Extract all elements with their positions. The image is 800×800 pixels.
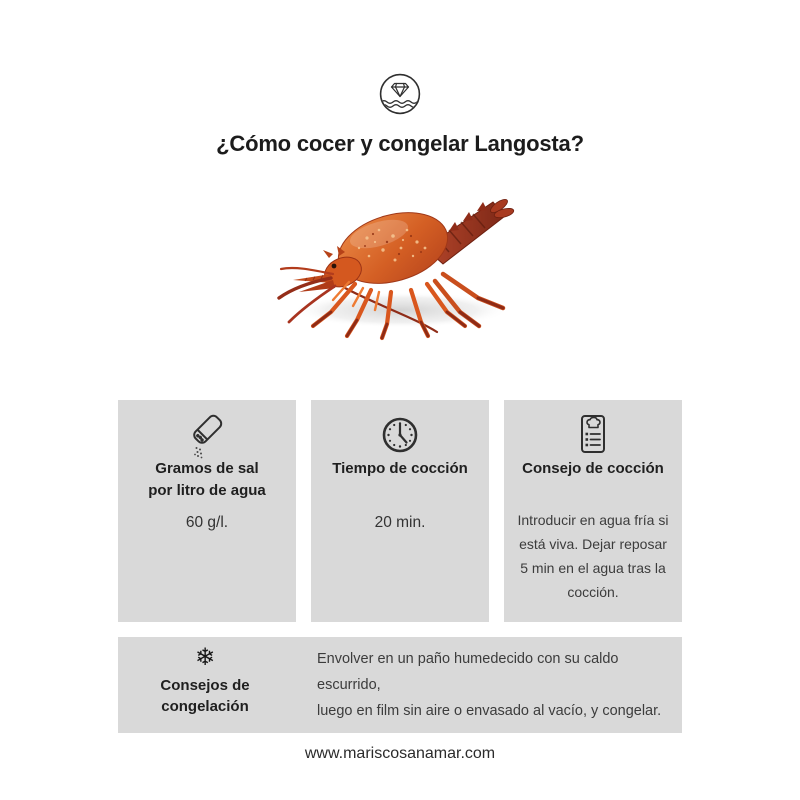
card-title: Consejo de cocción — [522, 460, 664, 477]
page-title: ¿Cómo cocer y congelar Langosta? — [216, 131, 584, 156]
freezing-card — [118, 637, 682, 733]
card-title: Gramos de sal por litro de agua — [148, 460, 266, 499]
card-title: Tiempo de cocción — [332, 460, 468, 477]
salt-shaker-icon — [183, 412, 231, 460]
gem-waves-icon — [378, 72, 422, 116]
card-value: 60 g/l. — [185, 514, 229, 531]
brand-logo — [378, 72, 422, 116]
card-time — [311, 400, 489, 622]
clock-icon — [376, 412, 424, 460]
snowflake-icon: ❄ — [194, 643, 216, 671]
card-salt — [118, 400, 296, 622]
card-advice — [504, 400, 682, 622]
spiny-lobster-illustration — [275, 186, 525, 344]
recipe-notes-icon — [569, 412, 617, 460]
card-body-text: Introducir en agua fría si está viva. Dejar reposar 5 min en el agua tras la cocción. — [517, 512, 669, 600]
lobster-photo — [275, 186, 525, 344]
info-cards-row — [118, 400, 682, 622]
website-url: www.mariscosanamar.com — [304, 745, 496, 762]
freezing-card-text: Envolver en un paño humedecido con su caldo escurrido, luego en film sin aire o envasado al vacío, y congelar. — [317, 651, 662, 719]
card-value: 20 min. — [374, 514, 426, 531]
freezing-card-title: Consejos de congelación — [160, 677, 250, 715]
